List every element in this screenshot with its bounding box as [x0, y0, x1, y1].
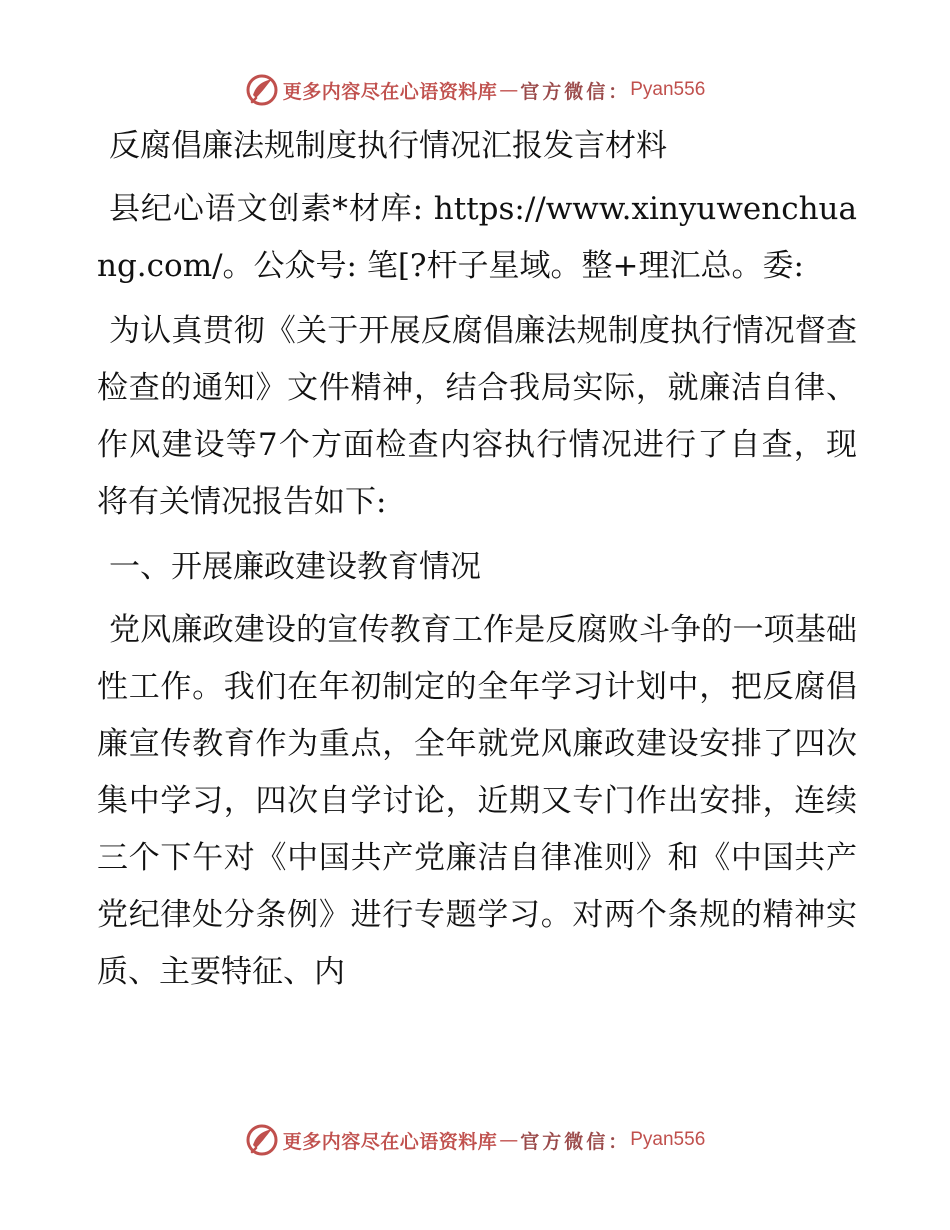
- brand-logo-icon: [245, 1123, 279, 1157]
- brand-logo-icon: [245, 73, 279, 107]
- watermark-brand-text: 更多内容尽在心语资料库: [282, 80, 498, 103]
- header-watermark: [0, 70, 950, 110]
- watermark-separator: —: [499, 1129, 519, 1151]
- intro-paragraph: 为认真贯彻《关于开展反腐倡廉法规制度执行情况督查检查的通知》文件精神，结合我局实际，就廉洁自律、作风建设等7个方面检查内容执行情况进行了自查，现将有关情况报告如下:: [97, 313, 857, 520]
- watermark-wechat-id: Pyan556: [630, 79, 706, 100]
- footer-watermark: [0, 1120, 950, 1160]
- watermark-official-label: 官方微信：: [520, 80, 631, 103]
- section-1-paragraph: 党风廉政建设的宣传教育工作是反腐败斗争的一项基础性工作。我们在年初制定的全年学习计划中，把反腐倡廉宣传教育作为重点，全年就党风廉政建设安排了四次集中学习，四次自学讨论，近期又专门作出安排，连续三个下午对《中国共产党廉洁自律准则》和《中国共产党纪律处分条例》进行专题学习。对两个条规的精神实质、主要特征、内: [97, 612, 857, 990]
- watermark-official-label: 官方微信：: [520, 1130, 631, 1153]
- watermark-brand-text: 更多内容尽在心语资料库: [282, 1130, 498, 1153]
- section-heading-1: 一、开展廉政建设教育情况: [109, 549, 481, 585]
- watermark-separator: —: [499, 79, 519, 101]
- watermark-wechat-id: Pyan556: [630, 1129, 706, 1150]
- document-body: [97, 118, 857, 1001]
- document-title: 反腐倡廉法规制度执行情况汇报发言材料: [109, 128, 667, 164]
- source-line: 县纪心语文创素*材库: https://www.xinyuwenchuang.com/。公众号: 笔[?杆子星域。整+理汇总。委:: [97, 191, 857, 284]
